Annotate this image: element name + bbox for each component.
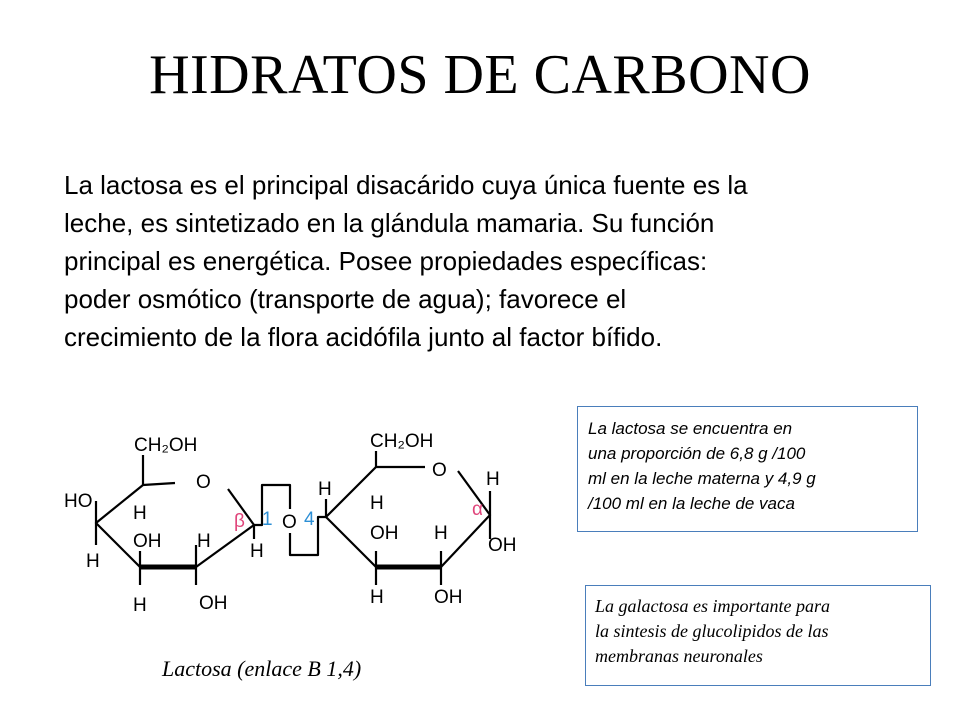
galactose-ring-bonds [96, 483, 254, 567]
galactose-ring-oxygen: O [196, 472, 211, 493]
galactose-bottom-oh-label: OH [199, 593, 228, 614]
alpha-marker: α [472, 499, 483, 520]
paragraph-line: principal es energética. Posee propiedades específicas: [64, 246, 708, 276]
galactose-ch2oh-label: CH₂OH [134, 435, 198, 456]
page-title: HIDRATOS DE CARBONO [149, 44, 811, 106]
galactose-c4-h-label: H [86, 551, 100, 572]
glucose-ring-h-label: H [370, 493, 384, 514]
galactose-c1-h-label: H [250, 541, 264, 562]
galactose-c3-oh-label: OH [133, 531, 162, 552]
lactose-description [64, 166, 894, 356]
glucose-c3-oh-label: OH [370, 523, 399, 544]
diagram-caption: Lactosa (enlace B 1,4) [162, 656, 362, 681]
glucose-ring-oxygen: O [432, 460, 447, 481]
glucose-c1-oh-label: OH [488, 535, 517, 556]
note-line: La galactosa es importante para [595, 596, 831, 616]
glucose-c4-h-label: H [318, 479, 332, 500]
note-line: ml en la leche materna y 4,9 g [588, 469, 816, 488]
paragraph-line: La lactosa es el principal disacárido cuya única fuente es la [64, 170, 748, 200]
glucose-c2-h-label: H [434, 523, 448, 544]
paragraph-line: leche, es sintetizado en la glándula mamaria. Su función [64, 208, 715, 238]
glucose-bottom-oh-label: OH [434, 587, 463, 608]
note-line: una proporción de 6,8 g /100 [588, 444, 806, 463]
glucose-bottom-h-label: H [370, 587, 384, 608]
lactose-proportion-note [577, 406, 918, 532]
glucose-c1-h-label: H [486, 469, 500, 490]
paragraph-line: crecimiento de la flora acidófila junto al factor bífido. [64, 322, 663, 352]
galactose-note [585, 585, 931, 686]
galactose-ring-h-label: H [133, 503, 147, 524]
glucose-ring-bonds [326, 467, 490, 567]
lactose-structure-diagram [58, 405, 558, 637]
paragraph-line: poder osmótico (transporte de agua); favorece el [64, 284, 627, 314]
galactose-ho-label: HO [64, 491, 93, 512]
carbon-1-number: 1 [262, 509, 273, 530]
galactose-bottom-h-label: H [133, 595, 147, 616]
note-line: La lactosa se encuentra en [588, 419, 793, 438]
glucose-ch2oh-label: CH₂OH [370, 431, 434, 452]
note-line: /100 ml en la leche de vaca [588, 494, 795, 513]
bridge-oxygen-label: O [282, 512, 297, 533]
note-line: la sintesis de glucolipidos de las [595, 621, 829, 641]
beta-marker: β [234, 511, 245, 532]
galactose-c2-h-label: H [197, 531, 211, 552]
note-line: membranas neuronales [595, 646, 763, 666]
carbon-4-number: 4 [304, 509, 315, 530]
